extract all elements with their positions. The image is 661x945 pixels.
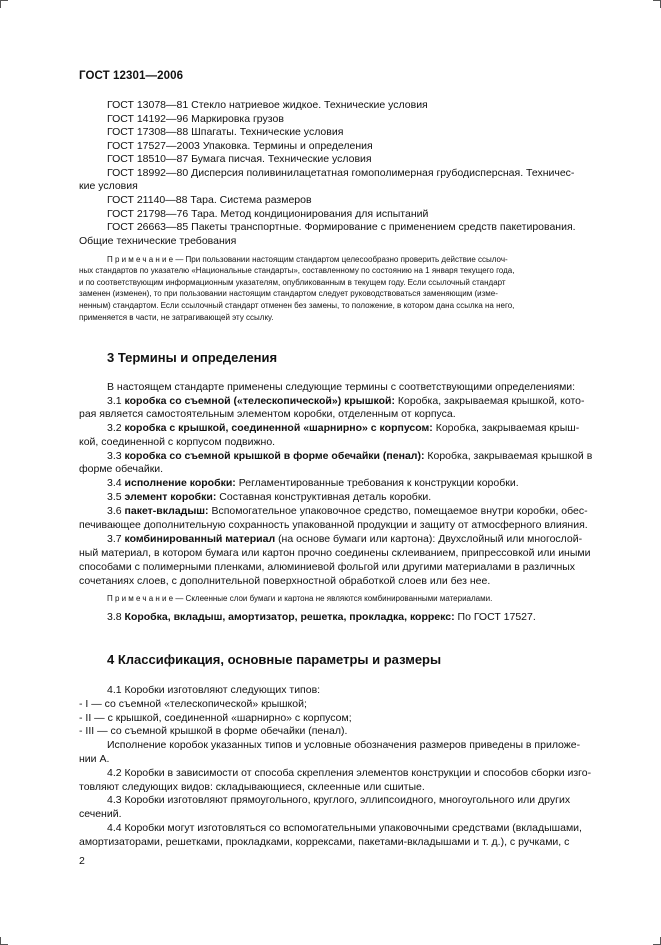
reference-item-continued bbox=[79, 179, 138, 193]
corner-mark bbox=[0, 0, 8, 1]
term-entry bbox=[107, 394, 585, 408]
ref-number: ГОСТ 17527—2003 bbox=[107, 140, 200, 152]
ref-number: ГОСТ 21140—88 bbox=[107, 194, 188, 206]
corner-mark bbox=[653, 0, 661, 1]
note-line: заменен (изменен), то при пользовании настоящим стандартом следует руководствоваться заменяющим (изме- bbox=[79, 289, 498, 298]
ref-text: Упаковка. Термины и определения bbox=[202, 140, 373, 152]
note-text: — При пользовании настоящим стандартом целесообразно проверить действие ссылоч- bbox=[175, 255, 508, 264]
ref-text: Стекло натриевое жидкое. Технические условия bbox=[191, 99, 428, 111]
paragraph-line: 4.1 Коробки изготовляют следующих типов: bbox=[107, 684, 321, 696]
term-name: коробка с крышкой, соединенной «шарнирно» с корпусом: bbox=[124, 422, 433, 434]
term-continuation: сочетаниях слоев, с дополнительной поверхностной обработкой слоев или без нее. bbox=[79, 575, 491, 587]
ref-number: ГОСТ 17308—88 bbox=[107, 126, 189, 138]
term-entry bbox=[107, 476, 519, 490]
corner-mark bbox=[0, 0, 1, 8]
section-intro: В настоящем стандарте применены следующие термины с соответствующими определениями: bbox=[107, 381, 576, 393]
term-name: коробка со съемной («телескопической») крышкой: bbox=[124, 395, 395, 407]
term-number: 3.3 bbox=[107, 450, 122, 462]
reference-item bbox=[107, 125, 343, 139]
paragraph-line: - II — с крышкой, соединенной «шарнирно» с корпусом; bbox=[79, 712, 352, 724]
ref-text: Общие технические требования bbox=[79, 235, 237, 247]
page-number: 2 bbox=[79, 855, 85, 867]
term-number: 3.8 bbox=[107, 611, 122, 623]
term-definition: По ГОСТ 17527. bbox=[457, 611, 536, 623]
reference-item bbox=[107, 220, 576, 234]
page-header: ГОСТ 12301—2006 bbox=[79, 70, 184, 82]
term-number: 3.2 bbox=[107, 422, 122, 434]
term-definition: (на основе бумаги или картона): Двухслойный или многослой- bbox=[278, 533, 583, 545]
ref-text: Пакеты транспортные. Формирование с применением средств пакетирования. bbox=[191, 221, 576, 233]
reference-item bbox=[107, 139, 373, 153]
term-continuation: печивающее дополнительную сохранность упакованной продукции и защиту от атмосферного влияния. bbox=[79, 519, 588, 531]
ref-text: Шпагаты. Технические условия bbox=[191, 126, 344, 138]
reference-item bbox=[107, 112, 284, 126]
term-definition: Коробка, закрываемая крышкой в bbox=[427, 450, 593, 462]
ref-number: ГОСТ 18510—87 bbox=[107, 153, 189, 165]
term-definition: Регламентированные требования к конструкции коробки. bbox=[238, 477, 519, 489]
paragraph-line: товляют следующих видов: складывающиеся, склеенные или сшитые. bbox=[79, 781, 425, 793]
term-definition: Вспомогательное упаковочное средство, помещаемое внутри коробки, обес- bbox=[211, 505, 588, 517]
term-entry bbox=[107, 421, 579, 435]
term-name: исполнение коробки: bbox=[124, 477, 236, 489]
term-continuation: форме обечайки. bbox=[79, 463, 164, 475]
ref-text: кие условия bbox=[79, 180, 138, 192]
term-entry bbox=[107, 490, 431, 504]
ref-text: Маркировка грузов bbox=[191, 113, 284, 125]
note-line bbox=[107, 593, 492, 604]
reference-item bbox=[107, 193, 312, 207]
note-line bbox=[107, 254, 508, 265]
term-continuation: ный материал, в котором бумага или картон прочно соединены склеиванием, припрессовкой или иными bbox=[79, 547, 591, 559]
note-line: и по соответствующим информационным указателям, опубликованным в текущем году. Если ссылочный стандарт bbox=[79, 278, 506, 287]
ref-number: ГОСТ 26663—85 bbox=[107, 221, 189, 233]
term-entry bbox=[107, 449, 592, 463]
term-name: комбинированный материал bbox=[124, 533, 276, 545]
note-line: применяется в части, не затрагивающей эту ссылку. bbox=[79, 313, 274, 322]
paragraph-line: нии А. bbox=[79, 753, 110, 765]
note-label: Примечание bbox=[107, 594, 176, 603]
reference-item bbox=[107, 152, 372, 166]
term-continuation: способами с полимерными пленками, алюминиевой фольгой или другими материалами в различных bbox=[79, 561, 576, 573]
paragraph-line: 4.2 Коробки в зависимости от способа скрепления элементов конструкции и способов сборки изго- bbox=[107, 767, 592, 779]
note-line: ных стандартов по указателю «Национальные стандарты», составленному по состоянию на 1 января текущего года, bbox=[79, 266, 515, 275]
term-definition: Коробка, закрываемая крыш- bbox=[435, 422, 580, 434]
paragraph-line: - III — со съемной крышкой в форме обечайки (пенал). bbox=[79, 725, 348, 737]
term-number: 3.6 bbox=[107, 505, 122, 517]
section-heading: 4 Классификация, основные параметры и размеры bbox=[107, 652, 442, 667]
term-definition: Коробка, закрываемая крышкой, кото- bbox=[397, 395, 585, 407]
ref-number: ГОСТ 18992—80 bbox=[107, 167, 189, 179]
ref-text: Тара. Система размеров bbox=[190, 194, 312, 206]
note-line: ненным) стандартом. Если ссылочный стандарт отменен без замены, то положение, в котором дана ссылка на него, bbox=[79, 301, 515, 310]
term-number: 3.5 bbox=[107, 491, 122, 503]
note-text: — Склеенные слои бумаги и картона не являются комбинированными материалами. bbox=[175, 594, 493, 603]
term-entry bbox=[107, 532, 582, 546]
term-number: 3.4 bbox=[107, 477, 122, 489]
ref-number: ГОСТ 21798—76 bbox=[107, 208, 189, 220]
term-name: Коробка, вкладыш, амортизатор, решетка, прокладка, коррекс: bbox=[124, 611, 455, 623]
reference-item bbox=[107, 98, 428, 112]
ref-text: Дисперсия поливинилацетатная гомополимерная грубодисперсная. Техничес- bbox=[191, 167, 575, 179]
reference-item bbox=[107, 166, 574, 180]
ref-number: ГОСТ 13078—81 bbox=[107, 99, 189, 111]
paragraph-line: 4.3 Коробки изготовляют прямоугольного, круглого, эллипсоидного, многоугольного или других bbox=[107, 794, 571, 806]
term-continuation: рая является самостоятельным элементом коробки, отделенным от корпуса. bbox=[79, 408, 456, 420]
term-entry bbox=[107, 504, 588, 518]
term-definition: Составная конструктивная деталь коробки. bbox=[219, 491, 432, 503]
reference-item bbox=[107, 207, 428, 221]
ref-number: ГОСТ 14192—96 bbox=[107, 113, 189, 125]
term-number: 3.7 bbox=[107, 533, 122, 545]
term-entry bbox=[107, 610, 536, 624]
paragraph-line: - I — со съемной «телескопической» крышкой; bbox=[79, 698, 307, 710]
paragraph-line: 4.4 Коробки могут изготовляться со вспомогательными упаковочными средствами (вкладышами, bbox=[107, 822, 582, 834]
term-name: коробка со съемной крышкой в форме обечайки (пенал): bbox=[124, 450, 425, 462]
term-name: пакет-вкладыш: bbox=[124, 505, 209, 517]
term-name: элемент коробки: bbox=[124, 491, 217, 503]
note-label: Примечание bbox=[107, 255, 176, 264]
paragraph-line: сечений. bbox=[79, 808, 122, 820]
term-number: 3.1 bbox=[107, 395, 122, 407]
section-heading: 3 Термины и определения bbox=[107, 350, 278, 365]
ref-text: Бумага писчая. Технические условия bbox=[191, 153, 372, 165]
paragraph-line: амортизаторами, решетками, прокладками, коррексами, пакетами-вкладышами и т. д.), с ручками, с bbox=[79, 836, 570, 848]
ref-text: Тара. Метод кондиционирования для испытаний bbox=[191, 208, 429, 220]
reference-item-continued bbox=[79, 234, 236, 248]
paragraph-line: Исполнение коробок указанных типов и условные обозначения размеров приведены в приложе- bbox=[107, 739, 581, 751]
term-continuation: кой, соединенной с корпусом подвижно. bbox=[79, 436, 276, 448]
